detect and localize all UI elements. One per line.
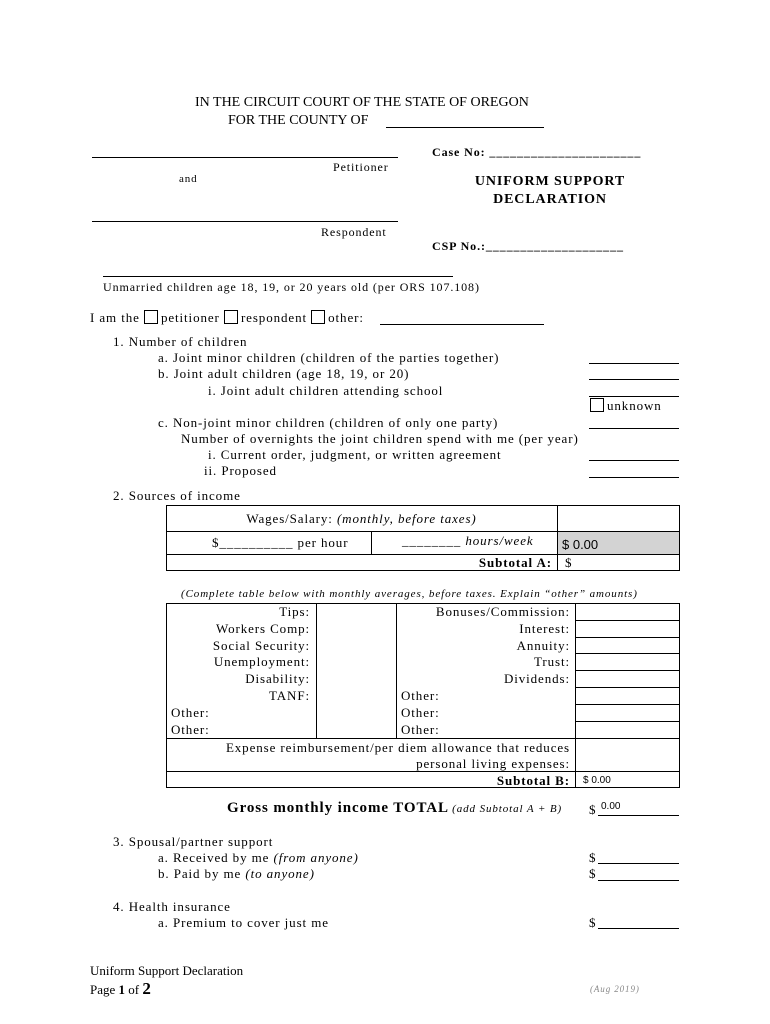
other-party-field[interactable] [380, 324, 544, 325]
respondent-field[interactable] [92, 221, 398, 222]
page-of: of [128, 982, 140, 997]
expense-reimbursement-line-1: Expense reimbursement/per diem allowance that reduces [225, 740, 570, 755]
petitioner-label: Petitioner [333, 160, 389, 174]
value-cell-divider [575, 653, 680, 654]
county-field[interactable] [386, 127, 544, 128]
value-cell-divider [575, 704, 680, 705]
subtotal-b-label: Subtotal B: [496, 773, 570, 788]
right-other-label: Other: [401, 704, 440, 720]
non-joint-children-field[interactable] [589, 428, 679, 429]
section-1-title: 1. Number of children [113, 334, 248, 349]
other-checkbox[interactable] [311, 310, 325, 324]
right-income-label: Bonuses/Commission: [435, 604, 570, 619]
revision-date: (Aug 2019) [590, 984, 640, 994]
page-current: 1 [118, 982, 126, 997]
right-other-label: Other: [401, 721, 440, 737]
left-income-label: Unemployment: [213, 654, 310, 670]
csp-number-field[interactable]: CSP No.:____________________ [432, 239, 624, 253]
and-label: and [179, 173, 198, 185]
case-number-field[interactable]: Case No: ______________________ [432, 145, 642, 159]
spousal-received-row [158, 850, 359, 866]
respondent-option-label: respondent [240, 310, 307, 325]
petitioner-checkbox[interactable] [144, 310, 158, 324]
left-income-label: Disability: [245, 671, 310, 687]
value-cell-divider [575, 721, 680, 722]
expense-reimbursement-line-2: personal living expenses: [416, 756, 570, 771]
spousal-paid-field[interactable] [598, 880, 679, 881]
section-4-title: 4. Health insurance [113, 899, 231, 914]
wages-cell-divider [371, 531, 372, 554]
joint-minor-children-field[interactable] [589, 363, 679, 364]
subtotal-b-value[interactable]: $ 0.00 [583, 775, 611, 786]
joint-adult-children-label: b. Joint adult children (age 18, 19, or 20) [158, 366, 410, 381]
income-table-col-1 [316, 603, 317, 738]
joint-adult-children-field[interactable] [589, 379, 679, 380]
gross-income-note: (add Subtotal A + B) [452, 803, 563, 815]
spousal-received-dollar: $ [589, 850, 596, 865]
wages-monthly-value[interactable]: $ 0.00 [558, 532, 679, 554]
document-title-line-2: DECLARATION [493, 192, 607, 207]
wages-header [166, 511, 557, 527]
proposed-field[interactable] [589, 477, 679, 478]
wages-note: (monthly, before taxes) [336, 511, 477, 526]
premium-label: a. Premium to cover just me [158, 915, 329, 930]
unmarried-checkbox-line[interactable] [103, 276, 453, 277]
petitioner-option-label: petitioner [160, 310, 220, 325]
proposed-label: ii. Proposed [204, 463, 277, 478]
other-option-label: other: [328, 310, 364, 325]
non-joint-children-label: c. Non-joint minor children (children of only one party) [158, 415, 499, 430]
unknown-label: unknown [607, 398, 662, 413]
table-instruction: (Complete table below with monthly averages, before taxes. Explain “other” amounts) [181, 588, 638, 600]
respondent-label: Respondent [321, 225, 387, 239]
page-number [90, 979, 151, 999]
right-other-label: Other: [401, 688, 440, 703]
page-prefix: Page [90, 982, 116, 997]
respondent-checkbox[interactable] [224, 310, 238, 324]
spousal-received-field[interactable] [598, 863, 679, 864]
section-2-title: 2. Sources of income [113, 488, 241, 503]
right-income-label: Trust: [534, 654, 570, 670]
subtotal-a-label: Subtotal A: [478, 555, 552, 570]
premium-dollar: $ [589, 915, 596, 930]
page-total: 2 [142, 979, 151, 998]
subtotal-a-value[interactable]: $ [565, 555, 572, 570]
iam-label: I am the [90, 310, 140, 325]
section-3-title: 3. Spousal/partner support [113, 834, 274, 849]
unknown-checkbox[interactable] [590, 398, 604, 412]
left-income-label: Tips: [279, 604, 310, 619]
gross-income-value[interactable]: 0.00 [601, 801, 621, 812]
value-cell-divider [575, 620, 680, 621]
current-order-label: i. Current order, judgment, or written agreement [208, 447, 502, 462]
unmarried-children-label: Unmarried children age 18, 19, or 20 years old (per ORS 107.108) [103, 280, 480, 294]
value-cell-divider [575, 637, 680, 638]
court-line-1: IN THE CIRCUIT COURT OF THE STATE OF OREGON [195, 95, 529, 110]
left-income-label: Social Security: [212, 637, 310, 653]
wages-label: Wages/Salary: [246, 511, 333, 526]
footer-title: Uniform Support Declaration [90, 963, 244, 978]
gross-income-field-line [598, 815, 679, 816]
left-other-label: Other: [171, 721, 210, 737]
spousal-paid-row [158, 866, 315, 882]
per-hour-field[interactable]: $__________ per hour [212, 535, 349, 550]
value-cell-divider [575, 670, 680, 671]
spousal-received-label: a. Received by me [158, 850, 270, 865]
attending-school-label: i. Joint adult children attending school [208, 383, 444, 398]
spousal-paid-note: (to anyone) [245, 866, 315, 881]
income-table-col-2 [396, 603, 397, 738]
income-table-expense-divider [166, 738, 680, 739]
spousal-paid-label: b. Paid by me [158, 866, 242, 881]
spousal-received-note: (from anyone) [273, 850, 359, 865]
document-title-line-1: UNIFORM SUPPORT [474, 174, 626, 189]
hours-week-field[interactable]: ________ hours/week [402, 533, 534, 548]
spousal-paid-dollar: $ [589, 866, 596, 881]
attending-school-field[interactable] [589, 396, 679, 397]
left-other-label: Other: [171, 704, 210, 720]
income-table-col-3 [575, 603, 576, 788]
gross-income-label: Gross monthly income TOTAL [227, 800, 449, 816]
left-income-label: Workers Comp: [215, 620, 310, 636]
unknown-option [590, 398, 662, 414]
premium-field[interactable] [598, 928, 679, 929]
joint-minor-children-label: a. Joint minor children (children of the parties together) [158, 350, 500, 365]
court-line-2: FOR THE COUNTY OF [228, 113, 369, 128]
overnights-label: Number of overnights the joint children spend with me (per year) [181, 431, 579, 446]
current-order-field[interactable] [589, 460, 679, 461]
value-cell-divider [575, 687, 680, 688]
iam-row [90, 310, 364, 326]
right-income-label: Annuity: [516, 637, 570, 653]
right-income-label: Interest: [519, 620, 570, 636]
right-income-label: Dividends: [503, 671, 570, 687]
gross-dollar-sign: $ [589, 802, 596, 817]
left-income-label: TANF: [268, 688, 310, 703]
petitioner-field[interactable] [92, 157, 398, 158]
gross-income-row [227, 800, 562, 817]
